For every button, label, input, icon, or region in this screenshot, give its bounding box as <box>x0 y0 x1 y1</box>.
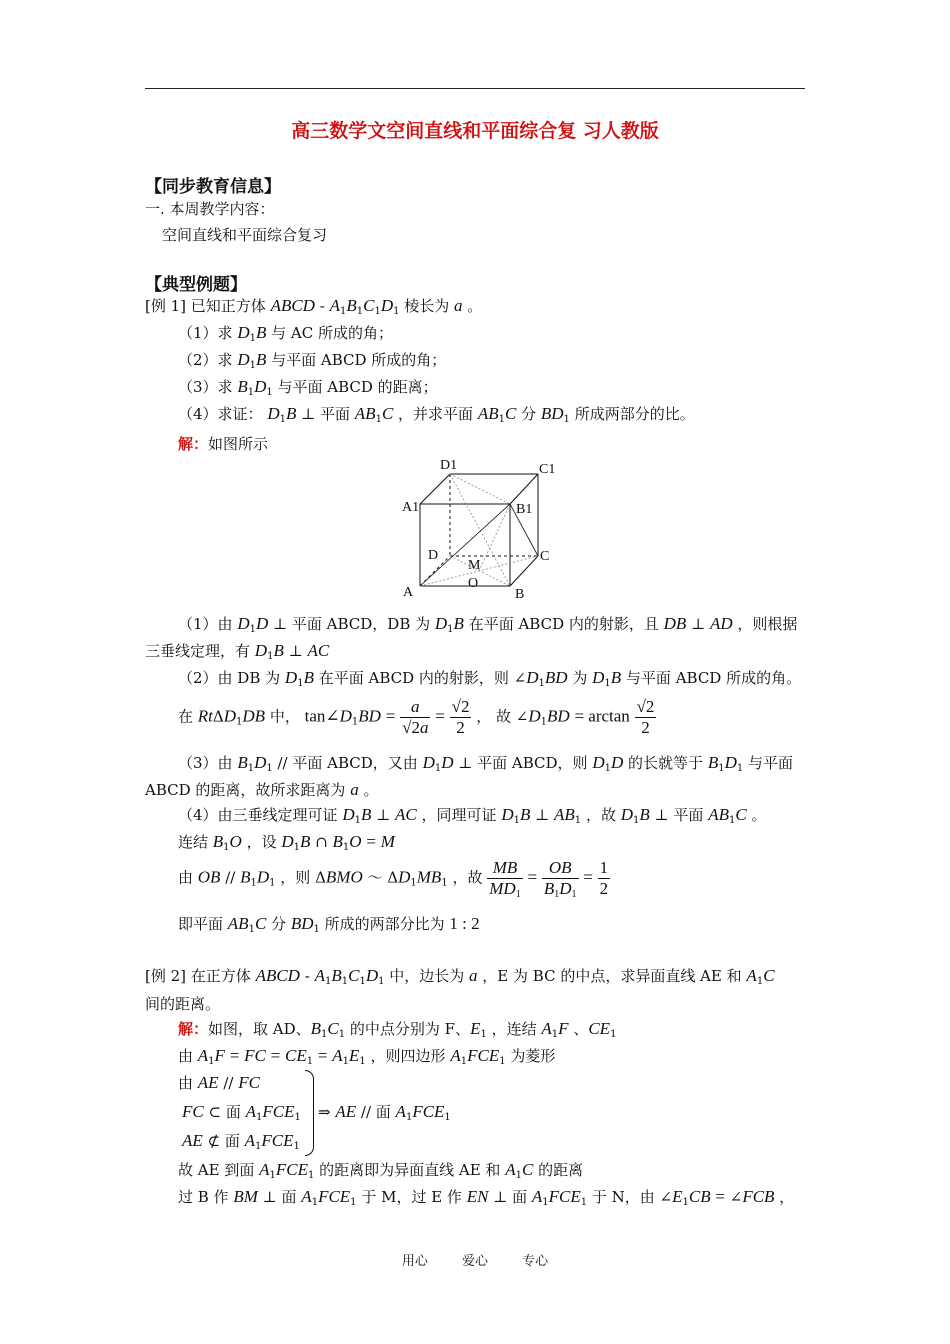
edge-B1C1 <box>510 474 538 504</box>
label-C: C <box>540 549 550 564</box>
example2-s2: 由 $A_1F$ = FC = $CE_1 = A_1E_1$ ，则四边形 $A_1FCE_1$ 为菱形 <box>178 1046 556 1067</box>
diag-AB1 <box>420 504 510 586</box>
example1-s4c: 由 OB // $B_1D_1$ ，则 ΔBMO ～ $\Delta D_1MB_1$ ，故 $\frac{MB}{MD_1}$ = $\frac{OB}{B_1D_1}$ = $\frac{1}{2}$ <box>178 858 609 900</box>
content-text: 空间直线和平面综合复习 <box>162 226 328 244</box>
example1-q4: （4）求证： $D_1B$ ⊥ 平面 $AB_1C$ ，并求平面 $AB_1C$ 分 $BD_1$ 所成两部分的比。 <box>178 404 695 425</box>
example1-s4a: （4）由三垂线定理可证 $D_1B$ ⊥ AC ，同理可证 $D_1B$ ⊥ $AB_1$ ，故 $D_1B$ ⊥ 平面 $AB_1C$ 。 <box>178 805 767 826</box>
example1-s4b: 连结 $B_1O$ ，设 $D_1B$ ∩ $B_1O = M$ <box>178 832 395 853</box>
example2-s3: 故 AE 到面 $A_1FCE_1$ 的距离即为异面直线 AE 和 $A_1C$ 的距离 <box>178 1160 584 1181</box>
edge-A1D1 <box>420 474 450 504</box>
label-O: O <box>468 576 479 591</box>
system-brace <box>305 1070 314 1156</box>
example1-s3a: （3）由 $B_1D_1$ // 平面 ABCD，又由 $D_1D$ ⊥ 平面 ABCD，则 $D_1D$ 的长就等于 $B_1D_1$ 与平面 <box>178 753 794 774</box>
example2-sys1: 由 AE // FC <box>178 1073 260 1092</box>
example1-q3: （3）求 $B_1D_1$ 与平面 ABCD 的距离； <box>178 377 438 398</box>
example1-s3b: ABCD 的距离，故所求距离为 a 。 <box>145 780 379 799</box>
diag-B1O <box>479 504 510 571</box>
edge-BC <box>510 556 538 586</box>
label-B: B <box>515 587 525 602</box>
example2-problem-b: 间的距离。 <box>145 995 221 1013</box>
example2-sys-result: ⇒ AE // 面 $A_1FCE_1$ <box>318 1102 451 1123</box>
label-D: D <box>428 548 439 563</box>
section-examples: 【典型例题】 <box>145 275 247 295</box>
example2-sys2: FC ⊂ 面 $A_1FCE_1$ <box>182 1102 301 1123</box>
header-rule <box>145 88 805 89</box>
example2-s4: 过 B 作 BM ⊥ 面 $A_1FCE_1$ 于 M，过 E 作 EN ⊥ 面 $A_1FCE_1$ 于 N，由 $\angle E_1CB$ = ∠FCB ， <box>178 1187 795 1208</box>
label-A1: A1 <box>402 500 420 515</box>
example1-s1b: 三垂线定理，有 $D_1B$ ⊥ AC <box>145 641 330 662</box>
content-label: 一. 本周教学内容： <box>145 200 275 218</box>
diag-D1B1 <box>450 474 510 504</box>
solution-label-1: 解：如图所示 <box>178 435 269 453</box>
label-D1: D1 <box>440 458 458 473</box>
label-A: A <box>403 585 414 600</box>
label-M: M <box>468 558 481 573</box>
example1-s4d: 即平面 $AB_1C$ 分 $BD_1$ 所成的两部分比为 1 : 2 <box>178 914 480 935</box>
example1-problem: [例 1] 已知正方体 ABCD - $A_1B_1C_1D_1$ 棱长为 a 。 <box>145 296 483 317</box>
example1-q2: （2）求 $D_1B$ 与平面 ABCD 所成的角； <box>178 350 447 371</box>
label-B1: B1 <box>516 502 533 517</box>
example1-q1: （1）求 $D_1B$ 与 AC 所成的角； <box>178 323 393 344</box>
example1-s2b: 在 RtΔD$_1$DB 中， $\tan\angle D_1BD$ = $\frac{a}{√2a}$ = $\frac{√2}{2}$ ， 故 $\angle D_1BD = \arctan$ $\frac{√2}{2}$ <box>178 697 655 737</box>
example2-problem-a: [例 2] 在正方体 ABCD - $A_1B_1C_1D_1$ 中，边长为 a ，E 为 BC 的中点，求异面直线 AE 和 $A_1C$ <box>145 966 775 987</box>
example1-s2a: （2）由 DB 为 $D_1B$ 在平面 ABCD 内的射影，则 $\angle D_1BD$ 为 $D_1B$ 与平面 ABCD 所成的角。 <box>178 668 802 689</box>
section-sync-info: 【同步教育信息】 <box>145 177 281 197</box>
example2-s1: 解：如图，取 AD、$B_1C_1$ 的中点分别为 F、$E_1$ ，连结 $A_1F$ 、$CE_1$ <box>178 1019 617 1040</box>
label-C1: C1 <box>539 462 556 477</box>
example1-s1a: （1）由 $D_1D$ ⊥ 平面 ABCD，DB 为 $D_1B$ 在平面 ABCD 内的射影，且 DB ⊥ AD ，则根据 <box>178 614 798 635</box>
cube-figure <box>390 452 570 604</box>
page-footer: 用心 爱心 专心 <box>401 1254 549 1269</box>
page-title: 高三数学文空间直线和平面综合复 习人教版 <box>291 120 659 142</box>
example2-sys3: AE ⊄ 面 $A_1FCE_1$ <box>182 1131 300 1152</box>
